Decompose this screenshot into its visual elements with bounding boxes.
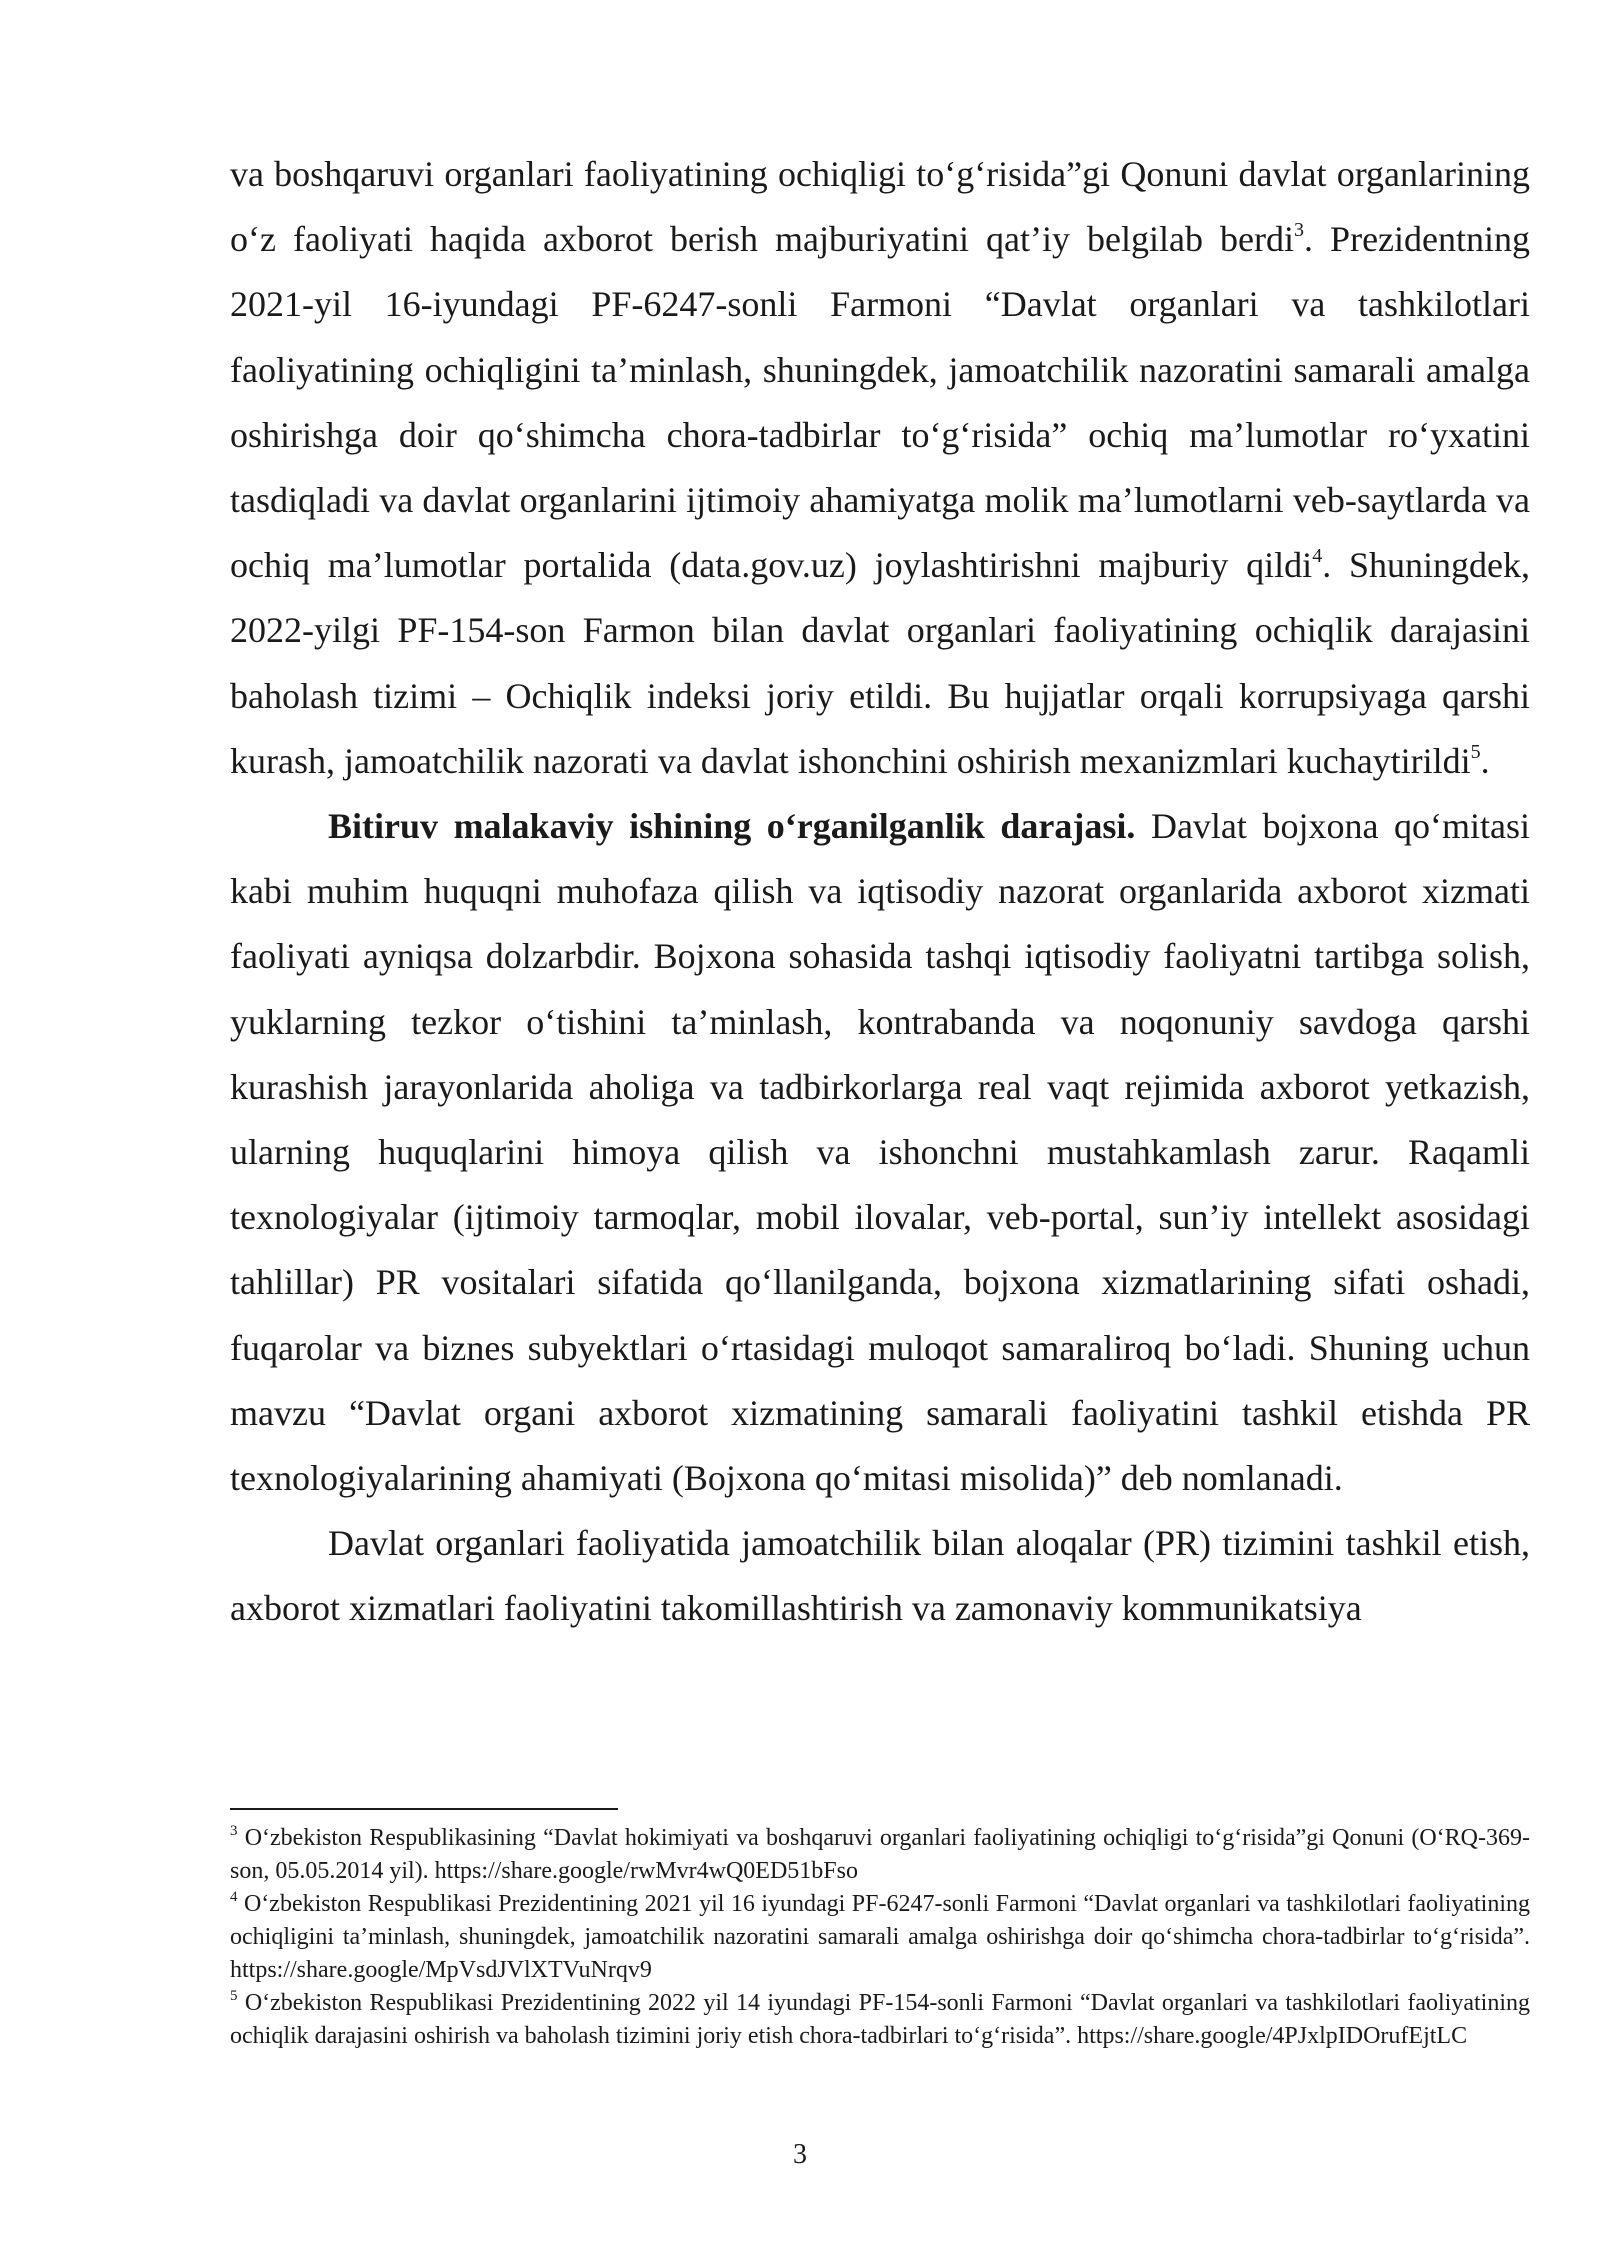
footnote-text: O‘zbekiston Respublikasining “Davlat hokimiyati va boshqaruvi organlari faoliyatining ochiqligi to‘g‘risida”gi Qonuni (O‘RQ-369-son, 05.05.2014 yil). https://share.google/rwMvr4wQ0ED51bFso bbox=[230, 1825, 1530, 1884]
paragraph-3-text: Davlat organlari faoliyatida jamoatchilik bilan aloqalar (PR) tizimini tashkil etish, axborot xizmatlari faoliyatini takomillashtirish va zamonaviy kommunikatsiya bbox=[230, 1523, 1530, 1629]
footnote-number: 4 bbox=[230, 1889, 238, 1905]
footnote-number: 3 bbox=[230, 1823, 238, 1839]
paragraph-1-text-a: va boshqaruvi organlari faoliyatining ochiqligi to‘g‘risida”gi Qonuni davlat organlarining o‘z faoliyati haqida axborot berish majburiyatini qat’iy belgilab berdi bbox=[230, 154, 1530, 260]
paragraph-2 bbox=[230, 794, 1530, 1511]
footnote-3 bbox=[230, 1822, 1530, 1888]
paragraph-1-text-b: . Prezidentning 2021-yil 16-iyundagi PF-6247-sonli Farmoni “Davlat organlari va tashkilotlari faoliyatining ochiqligini ta’minlash, shuningdek, jamoatchilik nazoratini samarali amalga oshirishga doir qo‘shimcha chora-tadbirlar to‘g‘risida” ochiq ma’lumotlar ro‘yxatini tasdiqladi va davlat organlarini ijtimoiy ahamiyatga molik ma’lumotlarni veb-saytlarda va ochiq ma’lumotlar portalida (data.gov.uz) joylashtirishni majburiy qildi bbox=[230, 219, 1531, 586]
footnote-5 bbox=[230, 1987, 1530, 2053]
page-number: 3 bbox=[793, 2139, 807, 2170]
footnote-4 bbox=[230, 1888, 1530, 1987]
paragraph-1-text-c: . Shuningdek, 2022-yilgi PF-154-son Farmon bilan davlat organlari faoliyatining ochiqlik darajasini baholash tizimi – Ochiqlik indeksi joriy etildi. Bu hujjatlar orqali korrupsiyaga qarshi kurash, jamoatchilik nazorati va davlat ishonchini oshirish mexanizmlari kuchaytirildi bbox=[230, 545, 1530, 781]
footnotes bbox=[230, 1822, 1530, 2053]
paragraph-2-text: Davlat bojxona qo‘mitasi kabi muhim huquqni muhofaza qilish va iqtisodiy nazorat organlarida axborot xizmati faoliyati ayniqsa dolzarbdir. Bojxona sohasida tashqi iqtisodiy faoliyatni tartibga solish, yuklarning tezkor o‘tishini ta’minlash, kontrabanda va noqonuniy savdoga qarshi kurashish jarayonlarida aholiga va tadbirkorlarga real vaqt rejimida axborot yetkazish, ularning huquqlarini himoya qilish va ishonchni mustahkamlash zarur. Raqamli texnologiyalar (ijtimoiy tarmoqlar, mobil ilovalar, veb-portal, sun’iy intellekt asosidagi tahlillar) PR vositalari sifatida qo‘llanilganda, bojxona xizmatlarining sifati oshadi, fuqarolar va biznes subyektlari o‘rtasidagi muloqot samaraliroq bo‘ladi. Shuning uchun mavzu “Davlat organi axborot xizmatining samarali faoliyatini tashkil etishda PR texnologiyalarining ahamiyati (Bojxona qo‘mitasi misolida)” deb nomlanadi. bbox=[230, 806, 1530, 1499]
footnote-ref-3: 3 bbox=[1294, 219, 1305, 242]
footnote-ref-4: 4 bbox=[1312, 545, 1323, 568]
footnote-separator bbox=[230, 1808, 618, 1810]
footnote-text: O‘zbekiston Respublikasi Prezidentining 2022 yil 14 iyundagi PF-154-sonli Farmoni “Davlat organlari va tashkilotlari faoliyatining ochiqlik darajasini oshirish va baholash tizimini joriy etish chora-tadbirlari to‘g‘risida”. https://share.google/4PJxlpIDOrufEjtLC bbox=[230, 1990, 1530, 2049]
footnote-text: O‘zbekiston Respublikasi Prezidentining 2021 yil 16 iyundagi PF-6247-sonli Farmoni “Davlat organlari va tashkilotlari faoliyatining ochiqligini ta’minlash, shuningdek, jamoatchilik nazoratini samarali amalga oshirishga doir qo‘shimcha chora-tadbirlar to‘g‘risida”. https://share.google/MpVsdJVlXTVuNrqv9 bbox=[230, 1891, 1530, 1983]
footnote-number: 5 bbox=[230, 1988, 238, 2004]
paragraph-1-text-d: . bbox=[1480, 740, 1490, 781]
document-body bbox=[230, 142, 1530, 1642]
footnote-ref-5: 5 bbox=[1470, 740, 1481, 763]
paragraph-1 bbox=[230, 142, 1530, 794]
paragraph-3 bbox=[230, 1511, 1530, 1641]
section-heading: Bitiruv malakaviy ishining o‘rganilganlik darajasi. bbox=[328, 806, 1136, 847]
